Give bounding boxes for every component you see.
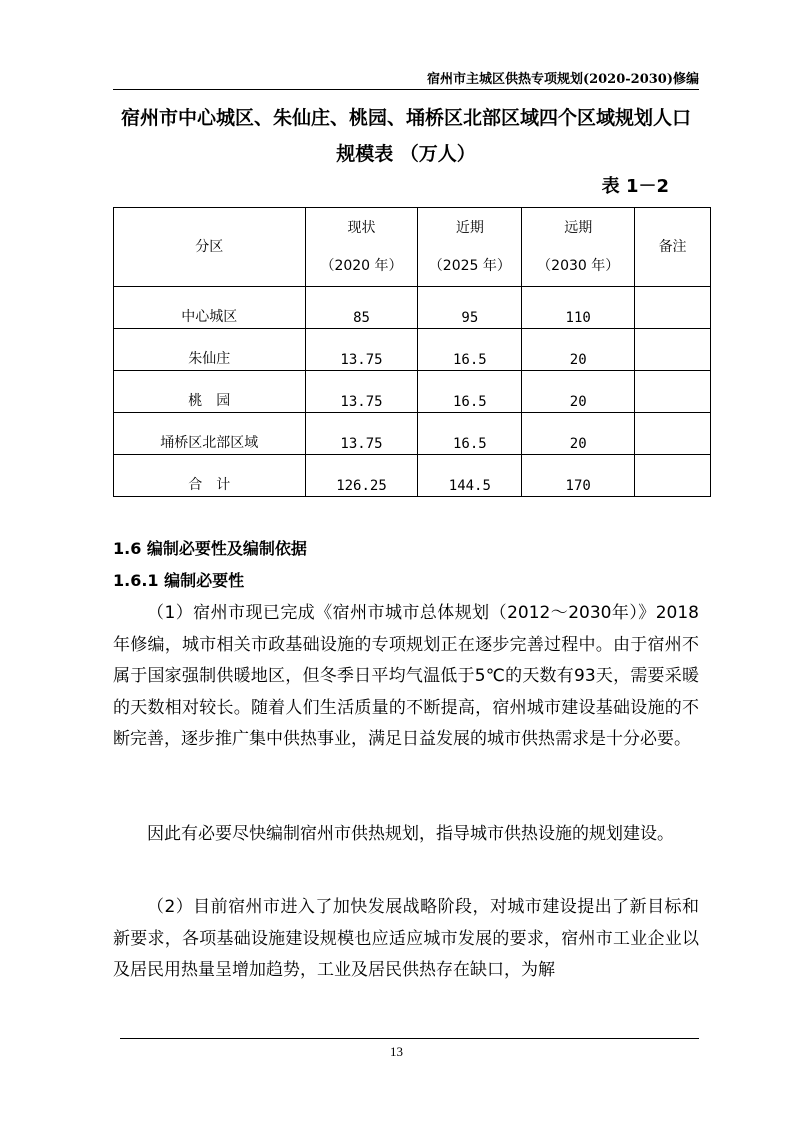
table-cell: 20 (522, 413, 635, 455)
table-cell: 中心城区 (114, 287, 306, 329)
column-header: 近期 （2025 年） (418, 208, 522, 287)
table-cell: 126.25 (305, 455, 418, 497)
column-header: 现状 （2020 年） (305, 208, 418, 287)
table-cell: 13.75 (305, 413, 418, 455)
table-cell: 95 (418, 287, 522, 329)
table-row (114, 329, 711, 371)
page-number: 13 (390, 1044, 403, 1059)
table-cell: 85 (305, 287, 418, 329)
subsection-heading: 1.6.1 编制必要性 (113, 571, 245, 590)
table-cell: 144.5 (418, 455, 522, 497)
table-cell: 16.5 (418, 329, 522, 371)
table-cell: 110 (522, 287, 635, 329)
column-header: 备注 (635, 208, 711, 287)
table-cell: 13.75 (305, 329, 418, 371)
table-total-row (114, 455, 711, 497)
body-paragraph: （2）目前宿州市进入了加快发展战略阶段，对城市建设提出了新目标和新要求，各项基础设施建设规模也应适应城市发展的要求，宿州市工业企业以及居民用热量呈增加趋势，工业及居民供热存在缺口，为解 (113, 897, 699, 980)
table-cell: 20 (522, 371, 635, 413)
table-cell: 170 (522, 455, 635, 497)
table-cell (635, 287, 711, 329)
table-header-row (114, 208, 711, 287)
table-cell (635, 371, 711, 413)
table-cell (635, 413, 711, 455)
footer-rule (120, 1038, 699, 1039)
column-header: 远期 （2030 年） (522, 208, 635, 287)
table-cell: 桃 园 (114, 371, 306, 413)
table-cell (635, 329, 711, 371)
population-table (113, 207, 711, 497)
table-row (114, 287, 711, 329)
table-cell: 20 (522, 329, 635, 371)
body-paragraph: 因此有必要尽快编制宿州市供热规划，指导城市供热设施的规划建设。 (147, 824, 674, 844)
column-header: 分区 (114, 208, 306, 287)
section-heading: 1.6 编制必要性及编制依据 (113, 539, 307, 558)
table-cell: 朱仙庄 (114, 329, 306, 371)
table-title: 宿州市中心城区、朱仙庄、桃园、埇桥区北部区域四个区域规划人口规模表 （万人） (120, 107, 691, 165)
table-cell: 合 计 (114, 455, 306, 497)
table-cell: 埇桥区北部区域 (114, 413, 306, 455)
table-number: 表 1－2 (601, 176, 669, 197)
table-row (114, 371, 711, 413)
table-cell: 13.75 (305, 371, 418, 413)
running-header: 宿州市主城区供热专项规划(2020-2030)修编 (426, 72, 699, 87)
header-rule (113, 89, 699, 90)
table-cell: 16.5 (418, 413, 522, 455)
body-paragraph: （1）宿州市现已完成《宿州市城市总体规划（2012～2030年）》2018年修编，城市相关市政基础设施的专项规划正在逐步完善过程中。由于宿州不属于国家强制供暖地区，但冬季日平均气温低于5℃的天数有93天，需要采暖的天数相对较长。随着人们生活质量的不断提高，宿州城市建设基础设施的不断完善，逐步推广集中供热事业，满足日益发展的城市供热需求是十分必要。 (113, 603, 699, 749)
table-cell (635, 455, 711, 497)
table-cell: 16.5 (418, 371, 522, 413)
table-row (114, 413, 711, 455)
